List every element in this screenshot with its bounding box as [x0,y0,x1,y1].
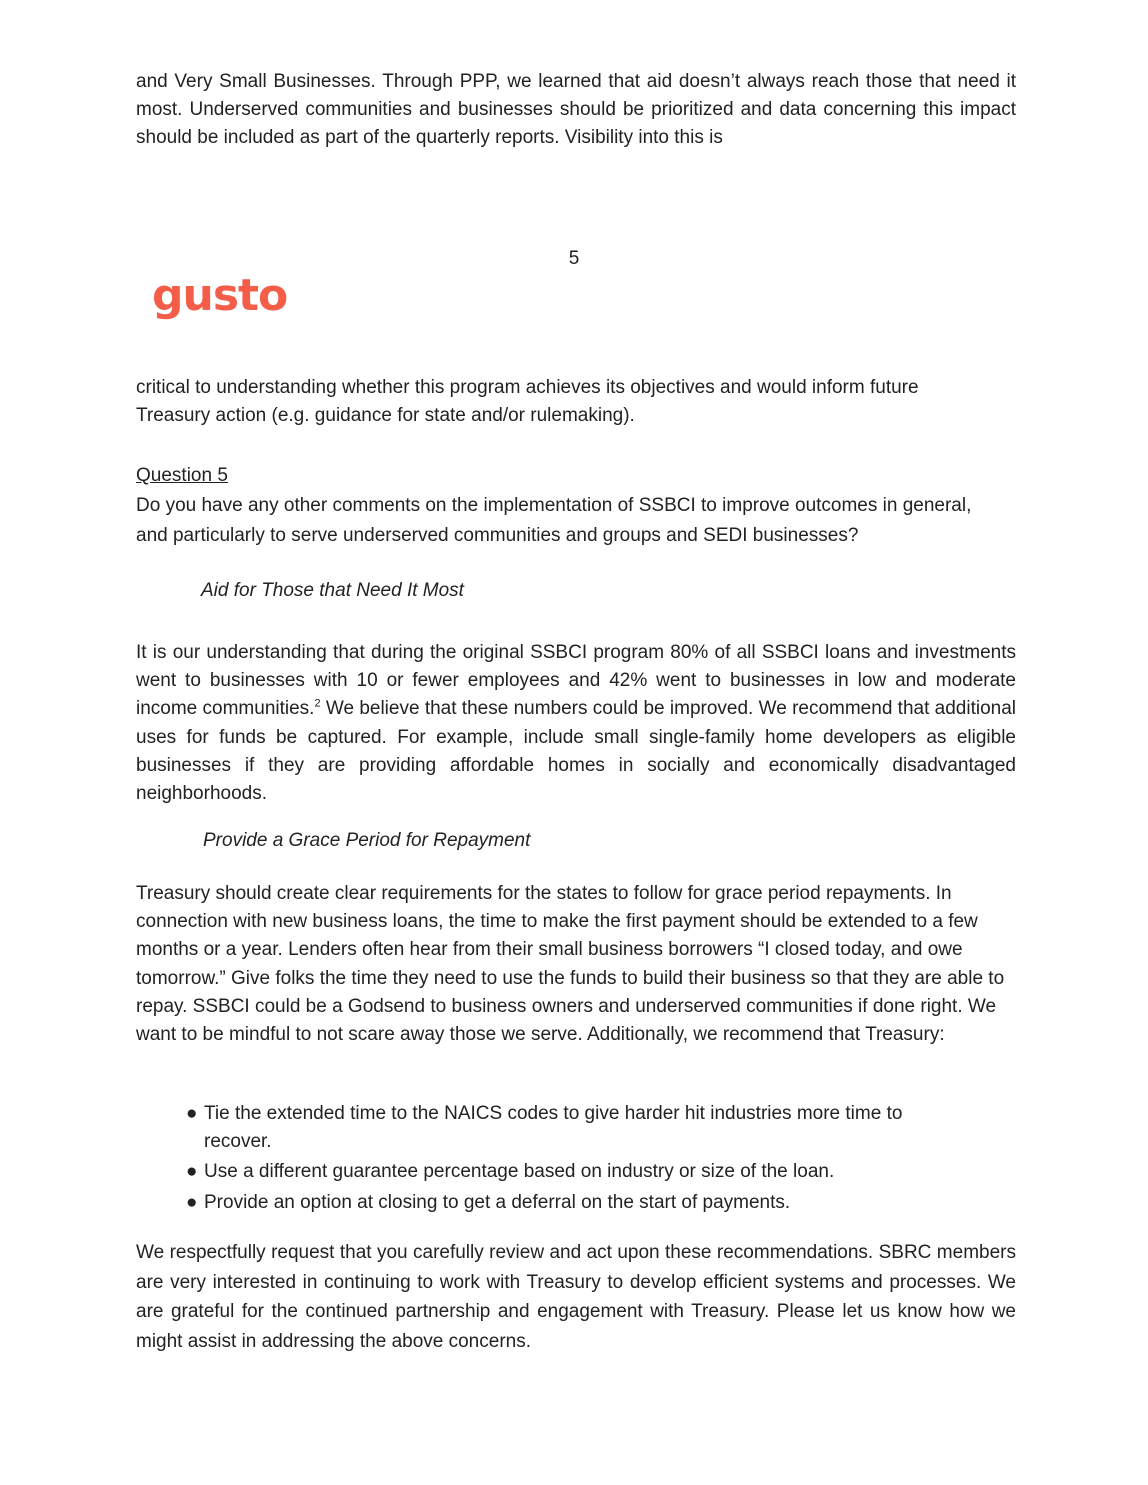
recommendation-list [170,1100,960,1219]
list-item [170,1189,960,1217]
list-item [170,1100,960,1156]
subheading-grace: Provide a Grace Period for Repayment [203,830,531,851]
question-text: Do you have any other comments on the implementation of SSBCI to improve outcomes in general, and particularly to serve underserved communities and groups and SEDI businesses? [136,495,972,546]
closing-paragraph: We respectfully request that you carefully review and act upon these recommendations. SBRC members are very interested in continuing to work with Treasury to develop efficient systems and processes. We are grateful for the continued partnership and engagement with Treasury. Please let us know how we might assist in addressing the above concerns. [136,1242,1016,1352]
continuation-paragraph: critical to understanding whether this program achieves its objectives and would inform future Treasury action (e.g. guidance for state and/or rulemaking). [136,377,919,427]
question-heading [136,462,1016,490]
list-item-text: Tie the extended time to the NAICS codes to give harder hit industries more time to recover. [204,1103,903,1153]
subheading-aid: Aid for Those that Need It Most [201,580,464,601]
aid-paragraph-text-a: It is our understanding that during the original SSBCI program 80% of all SSBCI loans and investments went to businesses with 10 or fewer employees and 42% went to businesses in low and moderate income communities. [136,642,1016,720]
bullet-icon: ● [186,1161,198,1183]
footnote-marker: 2 [314,698,321,711]
aid-paragraph [136,639,1016,808]
page-number: 5 [568,248,580,269]
question-heading-text: Question 5 [136,465,228,486]
grace-paragraph: Treasury should create clear requirements for the states to follow for grace period repayments. In connection with new business loans, the time to make the first payment should be extended to a few months or a year. Lenders often hear from their small business borrowers “I closed today, and owe tomorrow.” Give folks the time they need to use the funds to build their business so that they are able to repay. SSBCI could be a Godsend to business owners and underserved communities if done right. We want to be mindful to not scare away those we serve. Additionally, we recommend that Treasury: [136,883,1005,1046]
top-paragraph: and Very Small Businesses. Through PPP, we learned that aid doesn’t always reach those that need it most. Underserved communities and businesses should be prioritized and data concerning this impact should be included as part of the quarterly reports. Visibility into this is [136,71,1016,149]
gusto-logo: gusto [152,270,288,321]
list-item-text: Provide an option at closing to get a deferral on the start of payments. [204,1191,791,1213]
bullet-icon: ● [186,1191,198,1213]
list-item-text: Use a different guarantee percentage based on industry or size of the loan. [204,1161,835,1183]
bullet-icon: ● [186,1103,198,1124]
list-item [170,1158,960,1186]
aid-paragraph-text-b: We believe that these numbers could be improved. We recommend that additional uses for funds be captured. For example, include small single-family home developers as eligible businesses if they are providing affordable homes in socially and economically disadvantaged neighborhoods. [136,698,1016,805]
